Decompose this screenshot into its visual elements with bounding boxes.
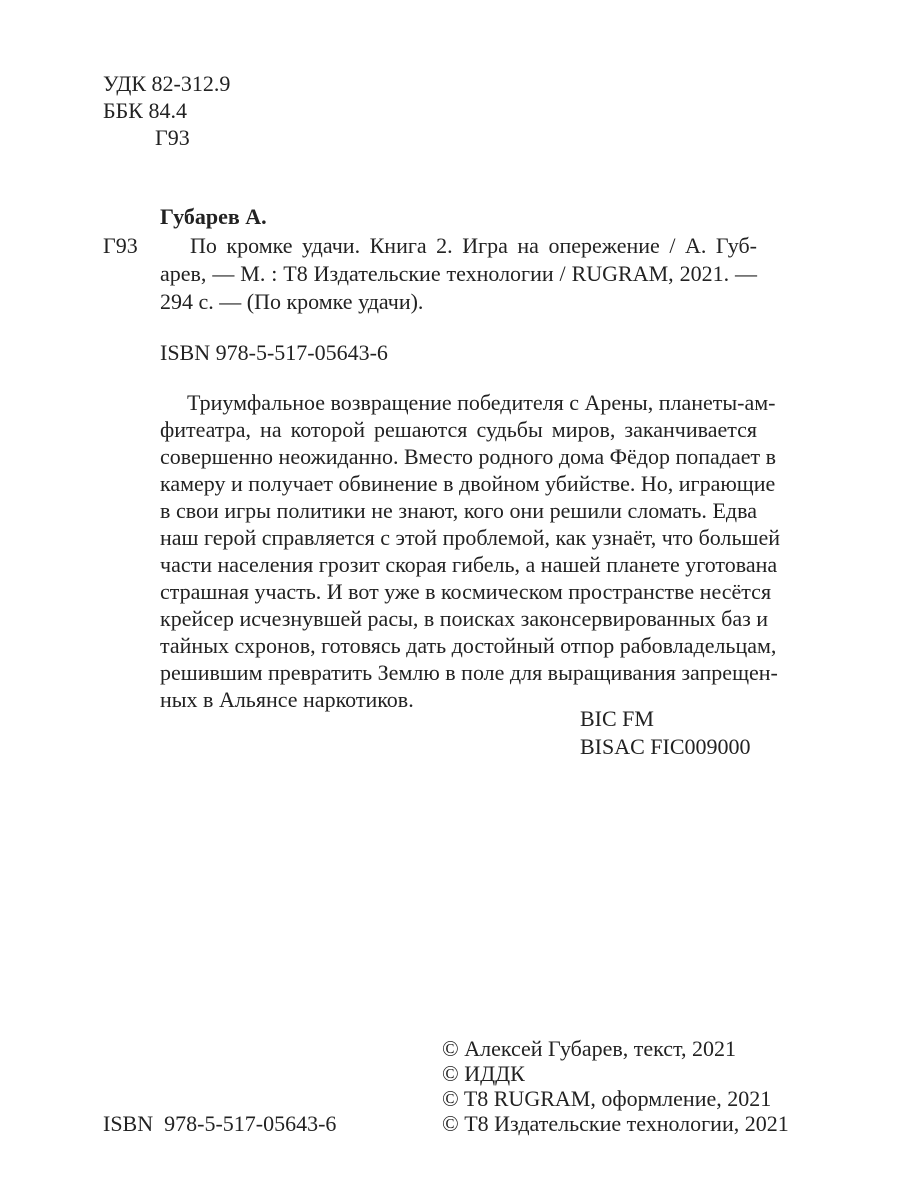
footer-isbn: ISBN 978-5-517-05643-6	[103, 1111, 337, 1136]
annotation-line: в свои игры политики не знают, кого они решили сломать. Едва	[160, 498, 757, 523]
annotation-line: фитеатра, на которой решаются судьбы миров, заканчивается	[160, 417, 757, 442]
record-mark: Г93	[103, 233, 138, 258]
annotation-line: наш герой справляется с этой проблемой, как узнаёт, что большей	[160, 525, 780, 550]
annotation-line: решившим превратить Землю в поле для выращивания запрещен-	[160, 660, 778, 685]
record-line-1: По кромке удачи. Книга 2. Игра на опережение / А. Губ-	[190, 233, 757, 258]
annotation-line: крейсер исчезнувшей расы, в поисках законсервированных баз и	[160, 606, 769, 631]
record-line-2: арев, — М. : Т8 Издательские технологии / RUGRAM, 2021. —	[160, 261, 757, 286]
annotation-line: совершенно неожиданно. Вместо родного дома Фёдор попадает в	[160, 444, 776, 469]
udk-code: УДК 82-312.9	[103, 71, 231, 96]
bbk-code: ББК 84.4	[103, 98, 187, 123]
record-line-3: 294 с. — (По кромке удачи).	[160, 289, 424, 314]
annotation-line: Триумфальное возвращение победителя с Арены, планеты-ам-	[187, 390, 776, 415]
annotation-line: тайных схронов, готовясь дать достойный отпор рабовладельцам,	[160, 633, 777, 658]
record-isbn: ISBN 978-5-517-05643-6	[160, 340, 388, 365]
copyright-line: © T8 RUGRAM, оформление, 2021	[442, 1086, 772, 1111]
author-heading: Губарев А.	[160, 204, 267, 229]
annotation-line: ных в Альянсе наркотиков.	[160, 687, 414, 712]
annotation-line: камеру и получает обвинение в двойном убийстве. Но, играющие	[160, 471, 776, 496]
author-mark: Г93	[155, 125, 190, 150]
bisac-code: BISAC FIC009000	[580, 734, 751, 759]
copyright-line: © Т8 Издательские технологии, 2021	[442, 1111, 789, 1136]
bic-code: BIC FM	[580, 706, 654, 731]
annotation-line: страшная участь. И вот уже в космическом пространстве несётся	[160, 579, 772, 604]
annotation-line: части населения грозит скорая гибель, а нашей планете уготована	[160, 552, 778, 577]
copyright-line: © ИДДК	[442, 1061, 525, 1086]
copyright-line: © Алексей Губарев, текст, 2021	[442, 1036, 737, 1061]
